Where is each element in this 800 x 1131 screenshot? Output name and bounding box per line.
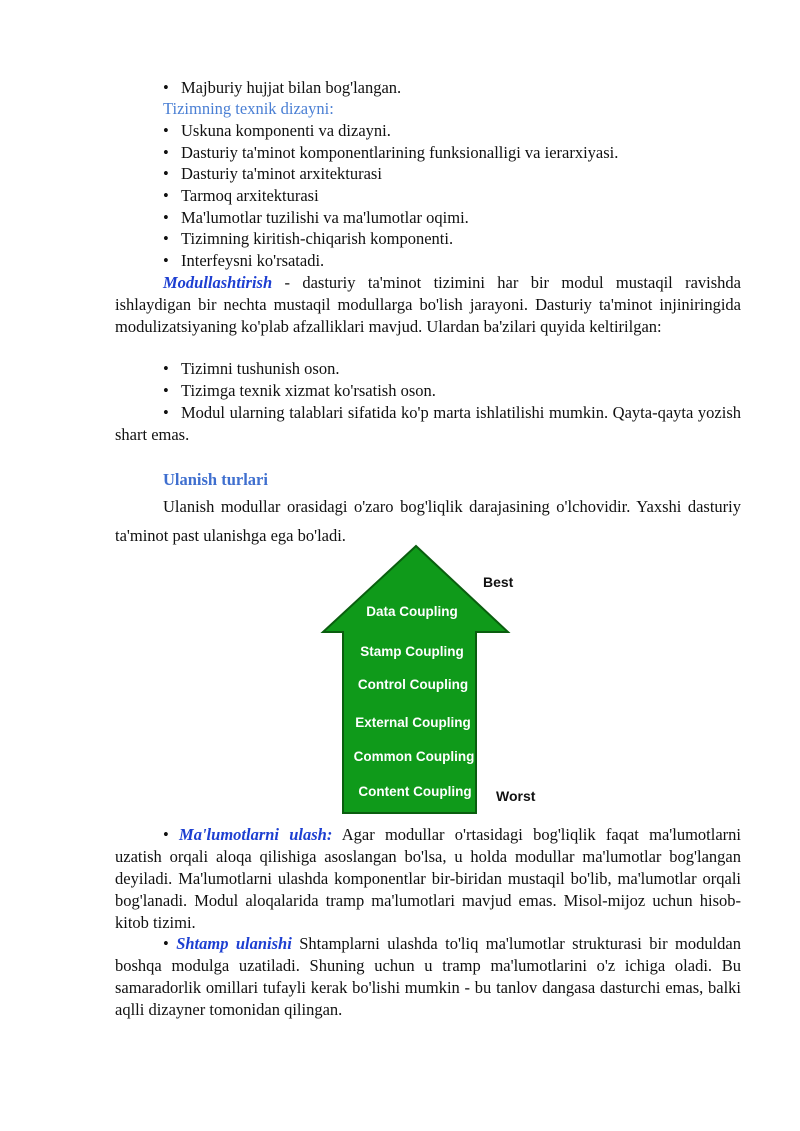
bullet-icon: • — [163, 381, 169, 400]
list-item-text: Dasturiy ta'minot arxitekturasi — [181, 164, 382, 183]
list-item-text: Modul ularning talablari sifatida ko'p marta ishlatilishi mumkin. Qayta-qayta yozish shart emas. — [115, 403, 741, 444]
list-item-text: Tarmoq arxitekturasi — [181, 186, 319, 205]
list-item-text: Uskuna komponenti va dizayni. — [181, 121, 391, 140]
stamp-coupling-paragraph — [115, 933, 741, 1021]
list-item — [163, 207, 469, 229]
bullet-icon: • — [163, 121, 169, 140]
list-item — [163, 228, 453, 250]
list-item — [163, 185, 319, 207]
bullet-icon: • — [163, 78, 169, 97]
best-label: Best — [483, 574, 514, 590]
bullet-icon: • — [163, 164, 169, 183]
bullet-icon: • — [163, 403, 169, 422]
section-heading: Ulanish turlari — [163, 470, 268, 489]
term: Shtamp ulanishi — [176, 934, 292, 953]
list-item-text: Tizimni tushunish oson. — [181, 359, 340, 378]
list-item — [163, 77, 401, 99]
data-coupling-paragraph — [115, 824, 741, 934]
list-item — [163, 142, 618, 164]
list-item-text: Ma'lumotlar tuzilishi va ma'lumotlar oqimi. — [181, 208, 469, 227]
bullet-icon: • — [163, 825, 180, 844]
bullet-icon: • — [163, 359, 169, 378]
list-item-text: Majburiy hujjat bilan bog'langan. — [181, 78, 402, 97]
bullet-icon: • — [163, 208, 169, 227]
level-label: Control Coupling — [357, 677, 469, 692]
level-label: Common Coupling — [353, 749, 475, 764]
bullet-icon: • — [163, 934, 177, 953]
list-item — [163, 358, 339, 380]
list-item — [163, 380, 436, 402]
bullet-icon: • — [163, 251, 169, 270]
list-item-text: Tizimning kiritish-chiqarish komponenti. — [181, 229, 454, 248]
bullet-icon: • — [163, 186, 169, 205]
term: Modullashtirish — [163, 273, 273, 292]
list-item-text: Tizimga texnik xizmat ko'rsatish oson. — [181, 381, 436, 400]
paragraph-text: Shtamplarni ulashda to'liq ma'lumotlar strukturasi bir moduldan boshqa modulga uzatiladi. Shuning uchun u tramp ma'lumotlarini o'z ichiga oladi. Bu samaradorlik omillari tufayli kerak bo'lishi mumkin - bu tanlov dangasa dasturchi emas, balki aqlli dizayner tomonidan qilingan. — [115, 934, 741, 1019]
list-item-text: Interfeysni ko'rsatadi. — [181, 251, 325, 270]
coupling-arrow-diagram — [0, 543, 800, 823]
level-label: Stamp Coupling — [360, 644, 464, 659]
level-label: Content Coupling — [358, 784, 472, 799]
list-item — [115, 402, 741, 446]
section-intro: Ulanish modullar orasidagi o'zaro bog'liqlik darajasining o'lchovidir. Yaxshi dasturiy ta'minot past ulanishga ega bo'ladi. — [115, 497, 741, 545]
paragraph-text: - dasturiy ta'minot tizimini har bir modul mustaqil ravishda ishlaydigan bir nechta mustaqil modullarga bo'lish jarayoni. Dasturiy ta'minot injiniringida modulizatsiyaning ko'plab afzalliklari mavjud. Ulardan ba'zilari quyida keltirilgan: — [115, 273, 741, 336]
term: Ma'lumotlarni ulash: — [179, 825, 333, 844]
subheading: Tizimning texnik dizayni: — [163, 99, 334, 118]
modularization-paragraph — [115, 272, 741, 338]
level-label: External Coupling — [355, 715, 471, 730]
worst-label: Worst — [496, 788, 536, 804]
list-item-text: Dasturiy ta'minot komponentlarining funksionalligi va ierarxiyasi. — [181, 143, 619, 162]
list-item — [163, 163, 382, 185]
paragraph-text: Agar modullar o'rtasidagi bog'liqlik faqat ma'lumotlarni uzatish orqali aloqa qilishiga asoslangan bo'lsa, u holda modullar ma'lumotlar bog'langan deyiladi. Ma'lumotlarni ulashda komponentlar bir-biridan mustaqil bo'lib, ma'lumotlar orqali bog'lanadi. Modul aloqalarida tramp ma'lumotlari mavjud emas. Misol-mijoz uchun hisob-kitob tizimi. — [115, 825, 741, 932]
list-item — [163, 120, 391, 142]
bullet-icon: • — [163, 143, 169, 162]
list-item — [163, 250, 324, 272]
level-label: Data Coupling — [366, 604, 458, 619]
bullet-icon: • — [163, 229, 169, 248]
